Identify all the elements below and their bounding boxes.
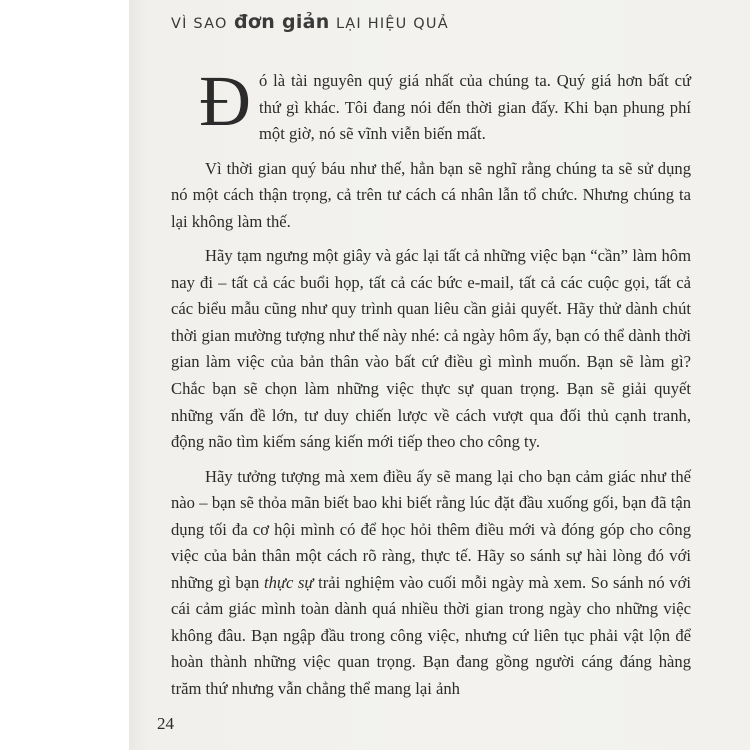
paragraph-2: Vì thời gian quý báu như thế, hẳn bạn sẽ nghĩ rằng chúng ta sẽ sử dụng nó một cách thận trọng, cả trên tư cách cá nhân lẫn tổ chức. Nhưng chúng ta lại không làm thế.: [171, 158, 691, 231]
page-number: 24: [157, 714, 174, 733]
paragraph-4-text-a: Hãy tưởng tượng mà xem điều ấy sẽ mang lại cho bạn cảm giác như thế nào – bạn sẽ thỏa mãn biết bao khi biết rằng lúc đặt đầu xuống gối, bạn đã tận dụng tối đa cơ hội mình có để học hỏi thêm điều mới và đóng góp cho công việc của bản thân một cách rõ ràng, thực tế. Hãy so sánh sự hài lòng đó với những gì bạn: [171, 466, 691, 592]
paragraph-4-emphasis: thực sự: [264, 572, 314, 592]
running-header: [171, 11, 449, 33]
paragraph-3: Hãy tạm ngưng một giây và gác lại tất cả những việc bạn “cần” làm hôm nay đi – tất cả các buổi họp, tất cả các bức e-mail, tất cả các cuộc gọi, tất cả các biểu mẫu cũng như quy trình quan liêu cần giải quyết. Hãy thử dành chút thời gian mường tượng như thế này nhé: cả ngày hôm ấy, bạn có thể dành thời gian làm việc của bản thân vào bất cứ điều gì mình muốn. Bạn sẽ làm gì? Chắc bạn sẽ chọn làm những việc thực sự quan trọng. Bạn sẽ giải quyết những vấn đề lớn, tư duy chiến lược về cách vượt qua đối thủ cạnh tranh, động não tìm kiếm sáng kiến mới tiếp theo cho công ty.: [171, 246, 691, 452]
header-part-2: đơn giản: [233, 11, 330, 33]
paragraph-4-text-b: trải nghiệm vào cuối mỗi ngày mà xem. So sánh nó với cái cảm giác mình toàn dành quá nhiều thời gian trong ngày cho những việc không đâu. Bạn ngập đầu trong công việc, nhưng cứ liên tục phải vật lộn để hoàn thành những việc quan trọng. Bạn đang gồng người cáng đáng hàng trăm thứ nhưng vẫn chẳng thể mang lại ảnh: [171, 572, 691, 699]
header-part-3: LẠI HIỆU QUẢ: [336, 16, 449, 32]
drop-cap: Đ: [199, 61, 251, 141]
paragraph-1: [171, 61, 691, 148]
header-part-1: VÌ SAO: [171, 16, 228, 32]
paragraph-4: [171, 464, 691, 703]
paragraph-1-text: ó là tài nguyên quý giá nhất của chúng ta. Quý giá hơn bất cứ thứ gì khác. Tôi đang nói đến thời gian đấy. Khi bạn phung phí một giờ, nó sẽ vĩnh viễn biến mất.: [259, 71, 691, 144]
body-text: [171, 61, 691, 711]
